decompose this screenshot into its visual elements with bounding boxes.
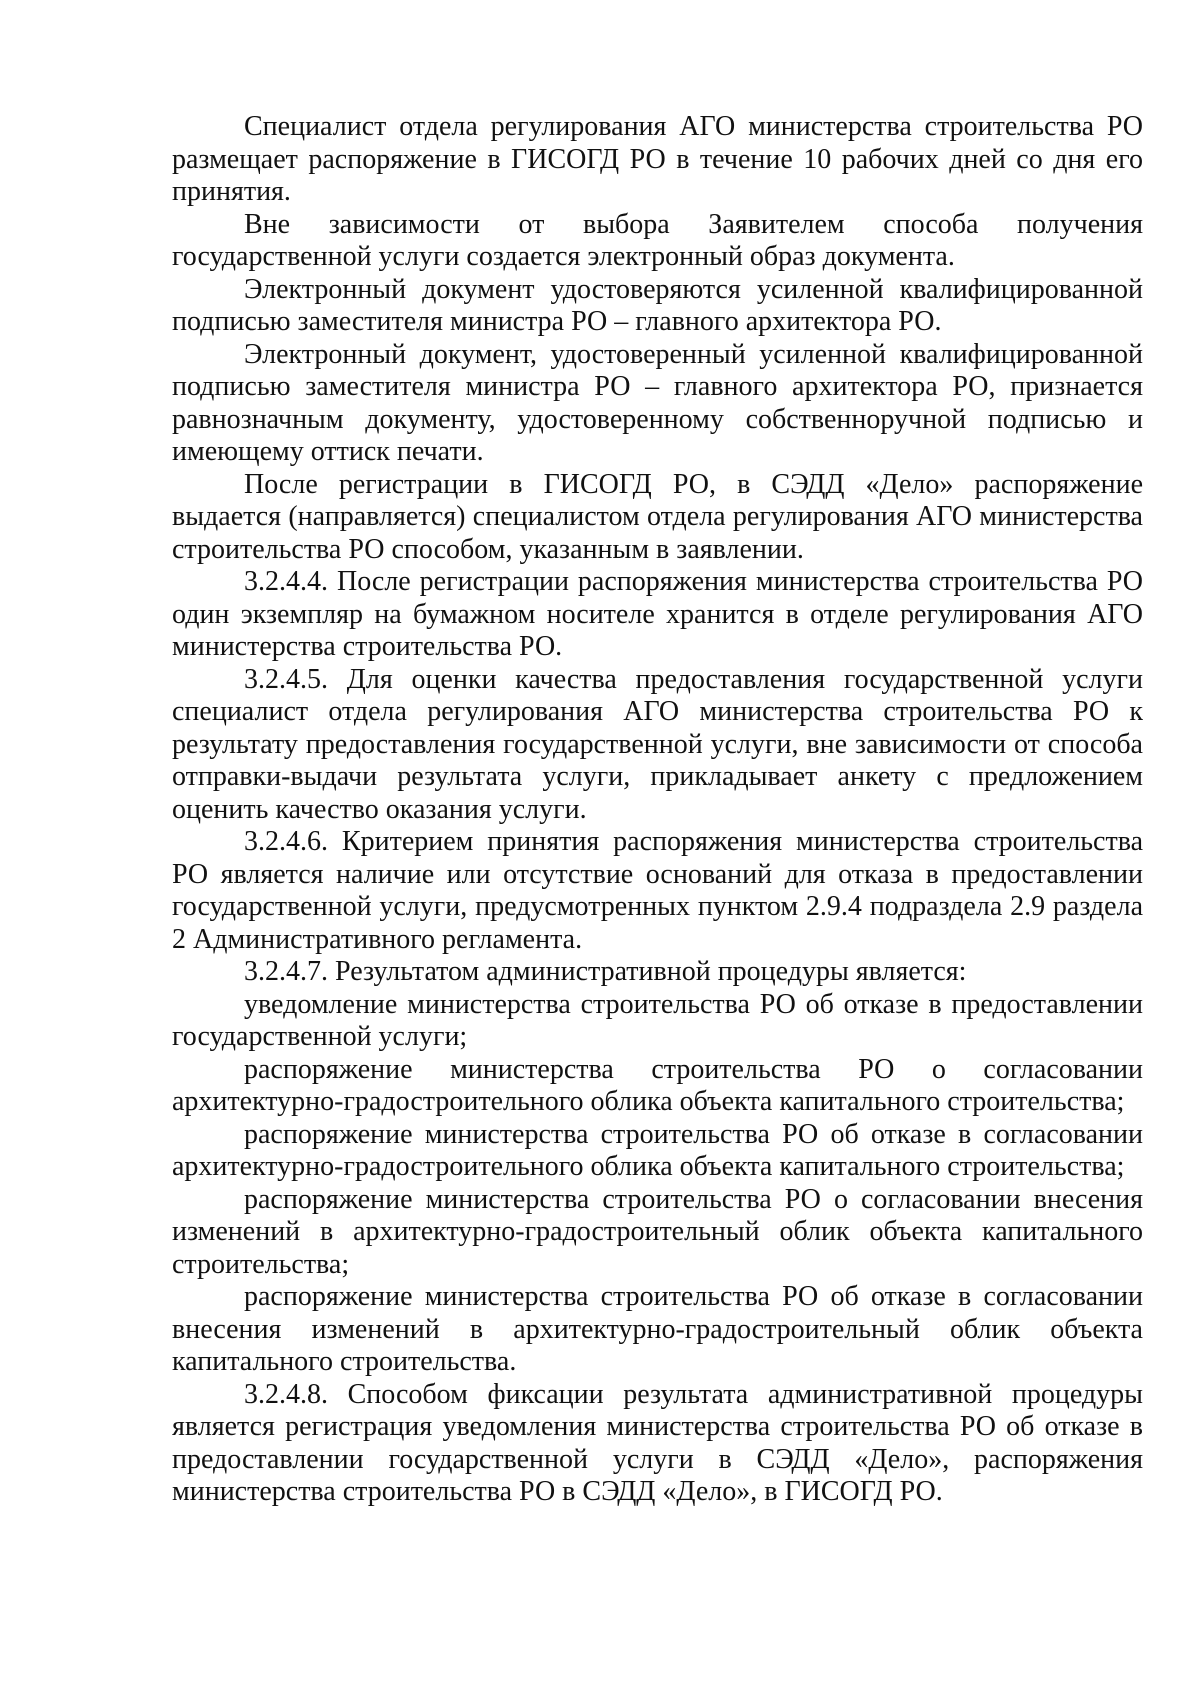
paragraph-3-2-4-6: 3.2.4.6. Критерием принятия распоряжения министерства строительства РО является наличие или отсутствие оснований для отказа в предоставлении государственной услуги, предусмотренных пунктом 2.9.4 подраздела 2.9 раздела 2 Административного регламента. <box>172 826 1143 955</box>
paragraph-3-2-4-4: 3.2.4.4. После регистрации распоряжения министерства строительства РО один экземпляр на бумажном носителе хранится в отделе регулирования АГО министерства строительства РО. <box>172 566 1143 662</box>
result-item-refusal-notice: уведомление министерства строительства РО об отказе в предоставлении государственной услуги; <box>172 988 1143 1052</box>
result-item-change-approval: распоряжение министерства строительства РО о согласовании внесения изменений в архитектурно-градостроительный облик объекта капитального строительства; <box>172 1183 1143 1280</box>
paragraph-publication: Специалист отдела регулирования АГО министерства строительства РО размещает распоряжение в ГИСОГД РО в течение 10 рабочих дней со дня его принятия. <box>172 111 1143 207</box>
paragraph-3-2-4-7: 3.2.4.7. Результатом административной процедуры является: <box>244 956 967 987</box>
paragraph-issuance: После регистрации в ГИСОГД РО, в СЭДД «Дело» распоряжение выдается (направляется) специалистом отдела регулирования АГО министерства строительства РО способом, указанным в заявлении. <box>172 468 1143 565</box>
paragraph-equivalence: Электронный документ, удостоверенный усиленной квалифицированной подписью заместителя министра РО – главного архитектора РО, признается равнозначным документу, удостоверенному собственноручной подписью и имеющему оттиск печати. <box>172 338 1143 467</box>
result-item-approval: распоряжение министерства строительства РО о согласовании архитектурно-градостроительного облика объекта капитального строительства; <box>172 1053 1143 1117</box>
paragraph-signature: Электронный документ удостоверяются усиленной квалифицированной подписью заместителя министра РО – главного архитектора РО. <box>172 273 1143 337</box>
result-item-change-refusal: распоряжение министерства строительства РО об отказе в согласовании внесения изменений в архитектурно-градостроительный облик объекта капитального строительства. <box>172 1281 1143 1377</box>
result-item-approval-refusal: распоряжение министерства строительства РО об отказе в согласовании архитектурно-градостроительного облика объекта капитального строительства; <box>172 1118 1143 1182</box>
paragraph-3-2-4-8: 3.2.4.8. Способом фиксации результата административной процедуры является регистрация уведомления министерства строительства РО об отказе в предоставлении государственной услуги в СЭДД «Дело», распоряжения министерства строительства РО в СЭДД «Дело», в ГИСОГД РО. <box>172 1378 1143 1507</box>
paragraph-3-2-4-5: 3.2.4.5. Для оценки качества предоставления государственной услуги специалист отдела регулирования АГО министерства строительства РО к результату предоставления государственной услуги, вне зависимости от способа отправки-выдачи результата услуги, прикладывает анкету с предложением оценить качество оказания услуги. <box>172 663 1143 825</box>
document-page <box>172 111 1143 1509</box>
paragraph-electronic-image: Вне зависимости от выбора Заявителем способа получения государственной услуги создается электронный образ документа. <box>172 208 1143 272</box>
